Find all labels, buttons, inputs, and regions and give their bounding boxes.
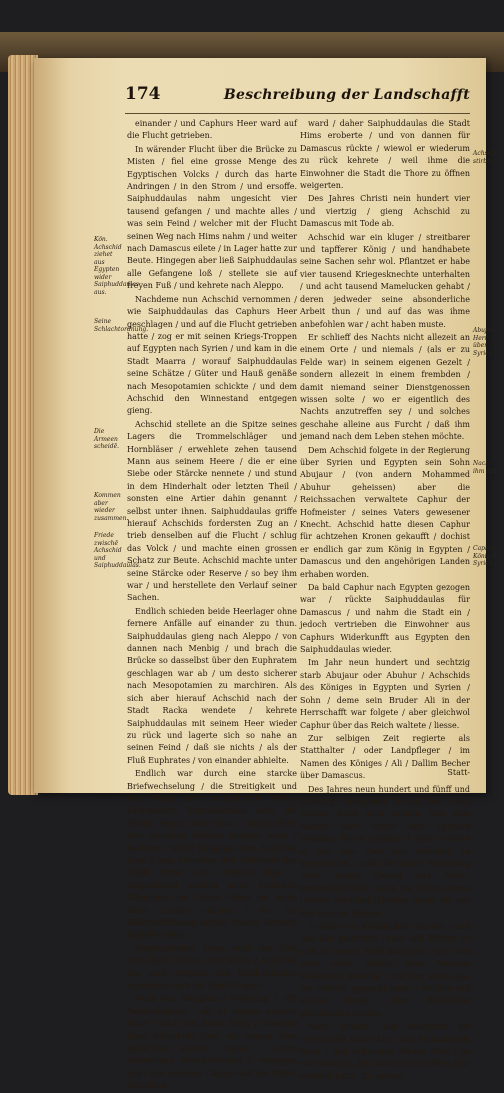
margin-note: Kommen aber wieder zusammen. <box>94 492 129 522</box>
margin-note: Nach ihm Alli. <box>473 460 499 475</box>
paragraph: Des Jahres neun hundert und fünff und sechtzig / gelegesete Alli die Welt / und Caphur ward nach seinem Tode zum Könige über Syrien und Egypten erhaben. Dieser regierte 3. Jahr / wiewol er von dem Tode des Achschid an geherrschet / und die ganze Regierung unter seiner Gewalt und Macht gestanden hatte / denn die Söhne seines Herren Achschid führeten nichts als nur den blossen Namen. <box>300 784 470 918</box>
margin-note: Abujaur Herr über Syrien. <box>473 327 498 357</box>
margin-note: Achschid stirbt. <box>473 150 501 165</box>
paragraph: Achschid war ein kluger / streitbarer und tapfferer König / und handhabete seine Sachen sehr wol. Pflantzet er habe vier tausend Kriegesknechte unterhalten / und acht tausend Mamelucken gehabt / deren jedweder seine absonderliche Arbeit thun / und auf das was ihme anbefohlen war / acht haben muste. <box>300 232 470 329</box>
paragraph: Endlich war durch eine starcke Briefwechselung / die Streitigkeit und der Krieg auf nachgehende Weise aufgehaben: Saiphuddaulas solte die Städte Aleppo und Hims / sampt allem was zwischen beyden gelegen wäre / besitzen / wofür hingegen dem Achschid alles / was zwischen den Gräntzen der Stadt Hims und Arabien läge / eingeräumet werden solte. Zwischen Giausiana und Labna ließen sie beide einen Graben machen / der zur Gräntzscheidung beyder Reiche hernach gestellet ward. <box>127 769 297 940</box>
paragraph: ward / daher Saiphuddaulas die Stadt Hims eroberte / und von dannen für Damascus rückte / wiewol er wiederum zu rück kehrete / weil ihme die Einwohner die Stadt die Thore zu öffnen weigerten. <box>300 119 470 191</box>
left-column <box>127 118 297 1091</box>
paragraph: Da bald Caphur nach Egypten gezogen war / rückte Saiphuddaulas für Damascus / und nahm die Stadt ein / jedoch vertrieben die Einwohner aus Caphurs Widerkunfft aus Egypten den Saiphuddaulas wieder. <box>300 583 470 655</box>
paragraph: Achschid stellete an die Spitze seines Lagers die Trommelschläger und Hornbläser / erwehlete zehen tausend Mann aus seinem Heere / die er eine Siebe oder Stärcke nennete / und stund in dem Hinderhalt oder letzten Theil / sonsten eine Artier dahin genannt / selbst unter ihnen. Saiphuddaulas griffe hierauf Achschids fordersten Zug an / trieb denselben auf die Flucht / schlug das Volck / und machte einen grossen Schatz zur Beute. Achschid machte unter seine Stärcke oder Reserve / so bey ihm war / und herstellete den Verlauf seiner Sachen. <box>127 419 297 603</box>
paragraph: Er schlieff des Nachts nicht allezeit an einem Orte / und niemals / (als er zu Felde war) in seinem eigenen Gezelt / sondern allezeit in einem frembden / damit niemand seiner Dienstgenossen wissen solte / wo er eigentlich des Nachts anzutreffen sey / und solches geschahe alleine aus Furcht / daß ihm jemand nach dem Leben stehen möchte. <box>300 332 470 442</box>
margin-note: Caphur König in Syrien. <box>473 545 499 567</box>
running-title: Beschreibung der Landschafft <box>223 87 470 103</box>
paragraph: Des Jahres Christi nein hundert vier und viertzig / gieng Achschid zu Damascus mit Tode ab. <box>300 194 470 229</box>
paragraph: Zur selbigen Zeit regierte als Statthalter / oder Landpfleger / im Namen des Königes / Ali / Dallim Becher über Damascus. <box>300 733 470 781</box>
margin-note: Seine Schlachtordnung. <box>94 318 149 333</box>
paragraph: Endlich schieden beide Heerlager ohne fernere Anfälle auf einander zu thun. Saiphuddaulas gieng nach Aleppo / von dannen nach Menbig / und brach die Brücke so dasselbst über den Euphratem geschlagen war ab / um desto sicherer nach Mesopotamien zu marchiren. Als sich aber hierauf Achschid nach der Stadt Racka wendete / kehrete Saiphuddaulas mit seinem Heer wieder zu rück und lagerte sich so nahe an seinen Feind / daß sie nichts / als der Fluß Euphrates / von einander abhielte. <box>127 606 297 765</box>
right-column <box>300 118 470 1081</box>
paragraph: einander / und Caphurs Heer ward auf die Flucht getrieben. <box>127 119 297 141</box>
paragraph: Dem Achschid folgete in der Regierung über Syrien und Egypten sein Sohn Abujaur / (von andern Mohammed Abuhur geheissen) aber die Reichssachen verwaltete Caphur der Hofmeister / seines Vaters gewesener Knecht. Achschid hatte diesen Caphur für achtzehen Kronen gekaufft / dochist er endlich gar zum König in Egypten / Damascus und den angehörigen Landen erhaben worden. <box>300 445 470 579</box>
margin-note: Die Armeen scheidē. <box>94 428 120 450</box>
paragraph: Nachdeme nun Achschid vernommen / wie Saiphuddaulas das Caphurs Heer geschlagen / und auf die Flucht getrieben hatte / zog er mit seinen Kriegs-Troppen auf Egypten nach Syrien / und kam in die Stadt Maarra / worauf Saiphuddaulas seine Schätze / Güter und Hauß genäße nach Mesopotamien schickte / und dem Achschid den Winnestand entgegen gieng. <box>127 294 297 416</box>
catchword: Statt- <box>447 768 470 777</box>
margin-note: Friede zwischē Achschid und Saiphuddaulas. <box>94 532 141 569</box>
paragraph: Nach des Abulpharai Meynung / 309 Saiphuddaulas / als er Aleppo erobert hatte / nach der Stadt Hims / woselbst ihme Achschids Heer mit seinen zeyn gedachten Knecht Caphur / einen schwartzen verschnittenen / entgegen zog / von welchem Caphur auf die Flucht getrieben <box>127 994 297 1091</box>
paragraph: Saiphuddaulas nahm nach der Zeit Achschids Tochter zum Weibe / Achschid zog nach Egypten und Saiphuddaulas wiederum nach der Stadt Aleppo. <box>127 943 297 991</box>
paragraph: Nach seinem Tode besetzete die Herrschafft unter Alii / des Mohammeds Sohn / und Achschids Kindes Kind / so zur selbigen Zeit kaum sein eilfftes Jahr erreicht hatte. Zu seinem <box>300 1022 470 1081</box>
paragraph: Er hatte ein Königliches Gemüth / und ließ alle geleherte Leute und Poeten zu sich in seinen Hoff kommen / wie sich denn unter andern einer Namens Motanabbi befande / der ihm zum Lobe ein Gedicht gemacht hatte / welches auf seinen Diwan oder Rath-Haus geschrieben stunde. <box>300 922 470 1018</box>
paragraph: Im Jahr neun hundert und sechtzig starb Abujaur oder Abuhur / Achschids des Königes in Egypten und Syrien / Sohn / deme sein Bruder Ali in der Herrschafft war folgete / aber gleichwol Caphur über das Reich waltete / liesse. <box>300 658 470 730</box>
header-rule <box>125 113 470 114</box>
paragraph: In wärender Flucht über die Brücke zu Misten / fiel eine grosse Menge des Egyptischen Volcks / durch das harte Andringen / in den Strom / und ersoffe. Saiphuddaulas nahm ungesicht vier tausend gefangen / und machte alles / was sein Feind / welcher mit der Flucht seinen Weg nach Hims nahm / und weiter nach Damascus eilete / in Lager hatte zur Beute. Hingegen aber ließ Saiphuddaulas alle Gefangene loß / stellete sie auf freyen Fuß / und kehrete nach Aleppo. <box>127 144 297 291</box>
page-header <box>125 84 470 112</box>
margin-note: Kön. Achschid ziehet aus Egypten wider Saiphuddaulas aus. <box>94 236 139 296</box>
page-number: 174 <box>125 84 161 104</box>
